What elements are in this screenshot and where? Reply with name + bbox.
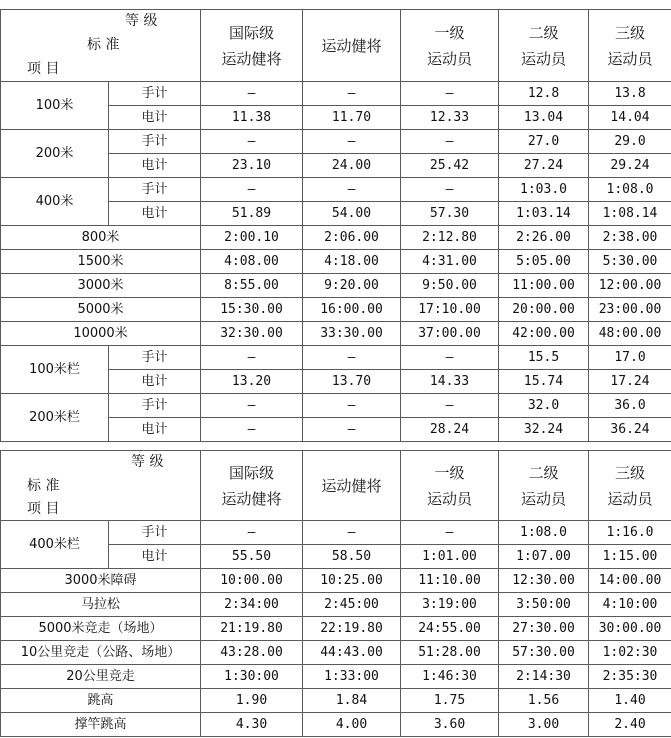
value-cell: 10:00.00: [201, 569, 303, 593]
event-name: 100米栏: [1, 346, 109, 394]
table-row: [1, 569, 671, 593]
event-name: 10000米: [1, 322, 201, 346]
value-cell: 51:28.00: [401, 641, 499, 665]
value-cell: 2:06.00: [303, 226, 401, 250]
value-cell: —: [401, 178, 499, 202]
value-cell: 2:12.80: [401, 226, 499, 250]
value-cell: 11.70: [303, 106, 401, 130]
event-name: 400米栏: [1, 521, 109, 569]
event-name: 3000米障碍: [1, 569, 201, 593]
value-cell: —: [201, 394, 303, 418]
value-cell: 2:34:00: [201, 593, 303, 617]
value-cell: 1:03.14: [499, 202, 589, 226]
value-cell: 12:30.00: [499, 569, 589, 593]
value-cell: 2:00.10: [201, 226, 303, 250]
standards-table-part1: [0, 9, 671, 442]
value-cell: 5:05.00: [499, 250, 589, 274]
value-cell: 12:00.00: [589, 274, 671, 298]
col-header-level2: 二级 运动员: [499, 10, 589, 82]
timing-label: 电计: [109, 418, 201, 442]
event-name: 400米: [1, 178, 109, 226]
value-cell: 1:30:00: [201, 665, 303, 689]
event-name: 200米栏: [1, 394, 109, 442]
value-cell: 1.90: [201, 689, 303, 713]
table-row: [1, 298, 671, 322]
event-name: 3000米: [1, 274, 201, 298]
value-cell: 4:08.00: [201, 250, 303, 274]
value-cell: 17:10.00: [401, 298, 499, 322]
value-cell: 1.56: [499, 689, 589, 713]
value-cell: 37:00.00: [401, 322, 499, 346]
col-header-level2: 二级 运动员: [499, 451, 589, 521]
value-cell: 12.33: [401, 106, 499, 130]
table-row: [1, 226, 671, 250]
table-row: [1, 521, 671, 545]
value-cell: 36.0: [589, 394, 671, 418]
table-row: [1, 274, 671, 298]
col-header-level3: 三级 运动员: [589, 10, 671, 82]
value-cell: 4.00: [303, 713, 401, 737]
table-row: [1, 130, 671, 154]
value-cell: 11:10.00: [401, 569, 499, 593]
event-name: 1500米: [1, 250, 201, 274]
value-cell: 9:50.00: [401, 274, 499, 298]
value-cell: 43:28.00: [201, 641, 303, 665]
value-cell: 17.0: [589, 346, 671, 370]
timing-label: 电计: [109, 370, 201, 394]
timing-label: 手计: [109, 521, 201, 545]
value-cell: 16:00.00: [303, 298, 401, 322]
value-cell: 12.8: [499, 82, 589, 106]
item-label: 项 目: [27, 61, 60, 77]
timing-label: 手计: [109, 178, 201, 202]
value-cell: 1:16.0: [589, 521, 671, 545]
grade-label: 等 级: [131, 454, 164, 470]
value-cell: 29.0: [589, 130, 671, 154]
diagonal-header-cell: [1, 10, 201, 82]
value-cell: 48:00.00: [589, 322, 671, 346]
table-row: [1, 346, 671, 370]
item-label: 项 目: [27, 501, 60, 517]
col-header-master: 运动健将: [303, 10, 401, 82]
value-cell: —: [201, 82, 303, 106]
event-name: 5000米: [1, 298, 201, 322]
value-cell: 1.84: [303, 689, 401, 713]
value-cell: 33:30.00: [303, 322, 401, 346]
value-cell: —: [401, 346, 499, 370]
table-row: [1, 665, 671, 689]
value-cell: 17.24: [589, 370, 671, 394]
value-cell: 10:25.00: [303, 569, 401, 593]
timing-label: 手计: [109, 346, 201, 370]
value-cell: —: [303, 394, 401, 418]
value-cell: 14:00.00: [589, 569, 671, 593]
value-cell: 4.30: [201, 713, 303, 737]
value-cell: 42:00.00: [499, 322, 589, 346]
value-cell: 1:07.00: [499, 545, 589, 569]
value-cell: 23:00.00: [589, 298, 671, 322]
value-cell: 8:55.00: [201, 274, 303, 298]
value-cell: 22:19.80: [303, 617, 401, 641]
value-cell: 2.40: [589, 713, 671, 737]
col-header-master: 运动健将: [303, 451, 401, 521]
value-cell: —: [401, 394, 499, 418]
value-cell: 29.24: [589, 154, 671, 178]
value-cell: 1:46:30: [401, 665, 499, 689]
event-name: 10公里竞走（公路、场地）: [1, 641, 201, 665]
timing-label: 电计: [109, 106, 201, 130]
timing-label: 手计: [109, 394, 201, 418]
table-row: [1, 178, 671, 202]
timing-label: 手计: [109, 82, 201, 106]
value-cell: 11.38: [201, 106, 303, 130]
value-cell: 51.89: [201, 202, 303, 226]
value-cell: 15.5: [499, 346, 589, 370]
value-cell: 3:19:00: [401, 593, 499, 617]
value-cell: 1:03.0: [499, 178, 589, 202]
value-cell: 3.00: [499, 713, 589, 737]
value-cell: 2:35:30: [589, 665, 671, 689]
header-row: [1, 451, 671, 521]
value-cell: 2:14:30: [499, 665, 589, 689]
value-cell: 25.42: [401, 154, 499, 178]
value-cell: 1.40: [589, 689, 671, 713]
event-name: 撑竿跳高: [1, 713, 201, 737]
value-cell: 3:50:00: [499, 593, 589, 617]
standard-label: 标 准: [87, 37, 120, 53]
value-cell: 23.10: [201, 154, 303, 178]
value-cell: 13.04: [499, 106, 589, 130]
value-cell: 1:02:30: [589, 641, 671, 665]
event-name: 100米: [1, 82, 109, 130]
col-header-level3: 三级 运动员: [589, 451, 671, 521]
value-cell: —: [303, 418, 401, 442]
value-cell: 1:01.00: [401, 545, 499, 569]
table-row: [1, 641, 671, 665]
value-cell: —: [303, 346, 401, 370]
value-cell: 32.0: [499, 394, 589, 418]
value-cell: 1:33:00: [303, 665, 401, 689]
value-cell: —: [303, 178, 401, 202]
event-name: 800米: [1, 226, 201, 250]
table-row: [1, 593, 671, 617]
value-cell: 11:00.00: [499, 274, 589, 298]
value-cell: 21:19.80: [201, 617, 303, 641]
standards-table-part2: [0, 450, 671, 737]
header-row: [1, 10, 671, 82]
value-cell: 36.24: [589, 418, 671, 442]
table-row: [1, 250, 671, 274]
value-cell: 57:30.00: [499, 641, 589, 665]
value-cell: 15.74: [499, 370, 589, 394]
value-cell: 1:08.14: [589, 202, 671, 226]
value-cell: 1:15.00: [589, 545, 671, 569]
value-cell: —: [201, 178, 303, 202]
table-row: [1, 322, 671, 346]
value-cell: 1:08.0: [589, 178, 671, 202]
value-cell: —: [401, 521, 499, 545]
timing-label: 电计: [109, 545, 201, 569]
table-row: [1, 82, 671, 106]
table-row: [1, 617, 671, 641]
value-cell: 32.24: [499, 418, 589, 442]
value-cell: 28.24: [401, 418, 499, 442]
value-cell: —: [201, 130, 303, 154]
col-header-level1: 一级 运动员: [401, 451, 499, 521]
event-name: 20公里竞走: [1, 665, 201, 689]
value-cell: —: [303, 130, 401, 154]
value-cell: 24.00: [303, 154, 401, 178]
value-cell: 5:30.00: [589, 250, 671, 274]
diagonal-header-cell: [1, 451, 201, 521]
value-cell: 13.8: [589, 82, 671, 106]
value-cell: 1.75: [401, 689, 499, 713]
value-cell: 44:43.00: [303, 641, 401, 665]
event-name: 跳高: [1, 689, 201, 713]
value-cell: 13.20: [201, 370, 303, 394]
standard-label: 标 准: [27, 478, 60, 494]
event-name: 马拉松: [1, 593, 201, 617]
timing-label: 手计: [109, 130, 201, 154]
value-cell: 58.50: [303, 545, 401, 569]
grade-label: 等 级: [125, 13, 158, 29]
value-cell: 13.70: [303, 370, 401, 394]
value-cell: 30:00.00: [589, 617, 671, 641]
value-cell: 27.24: [499, 154, 589, 178]
value-cell: 4:31.00: [401, 250, 499, 274]
timing-label: 电计: [109, 202, 201, 226]
value-cell: —: [201, 346, 303, 370]
value-cell: —: [303, 82, 401, 106]
value-cell: —: [303, 521, 401, 545]
value-cell: 14.33: [401, 370, 499, 394]
value-cell: 54.00: [303, 202, 401, 226]
value-cell: —: [401, 82, 499, 106]
table-row: [1, 713, 671, 737]
value-cell: 9:20.00: [303, 274, 401, 298]
event-name: 5000米竞走（场地）: [1, 617, 201, 641]
value-cell: 32:30.00: [201, 322, 303, 346]
value-cell: 15:30.00: [201, 298, 303, 322]
value-cell: 20:00.00: [499, 298, 589, 322]
event-name: 200米: [1, 130, 109, 178]
value-cell: 24:55.00: [401, 617, 499, 641]
value-cell: 4:18.00: [303, 250, 401, 274]
table-row: [1, 689, 671, 713]
value-cell: 2:38.00: [589, 226, 671, 250]
value-cell: 1:08.0: [499, 521, 589, 545]
value-cell: 27:30.00: [499, 617, 589, 641]
value-cell: 2:26.00: [499, 226, 589, 250]
value-cell: 3.60: [401, 713, 499, 737]
value-cell: —: [401, 130, 499, 154]
value-cell: 4:10:00: [589, 593, 671, 617]
value-cell: —: [201, 521, 303, 545]
col-header-international-master: 国际级 运动健将: [201, 451, 303, 521]
table-row: [1, 394, 671, 418]
col-header-international-master: 国际级 运动健将: [201, 10, 303, 82]
value-cell: 14.04: [589, 106, 671, 130]
value-cell: 2:45:00: [303, 593, 401, 617]
col-header-level1: 一级 运动员: [401, 10, 499, 82]
value-cell: 57.30: [401, 202, 499, 226]
value-cell: 27.0: [499, 130, 589, 154]
value-cell: —: [201, 418, 303, 442]
timing-label: 电计: [109, 154, 201, 178]
value-cell: 55.50: [201, 545, 303, 569]
